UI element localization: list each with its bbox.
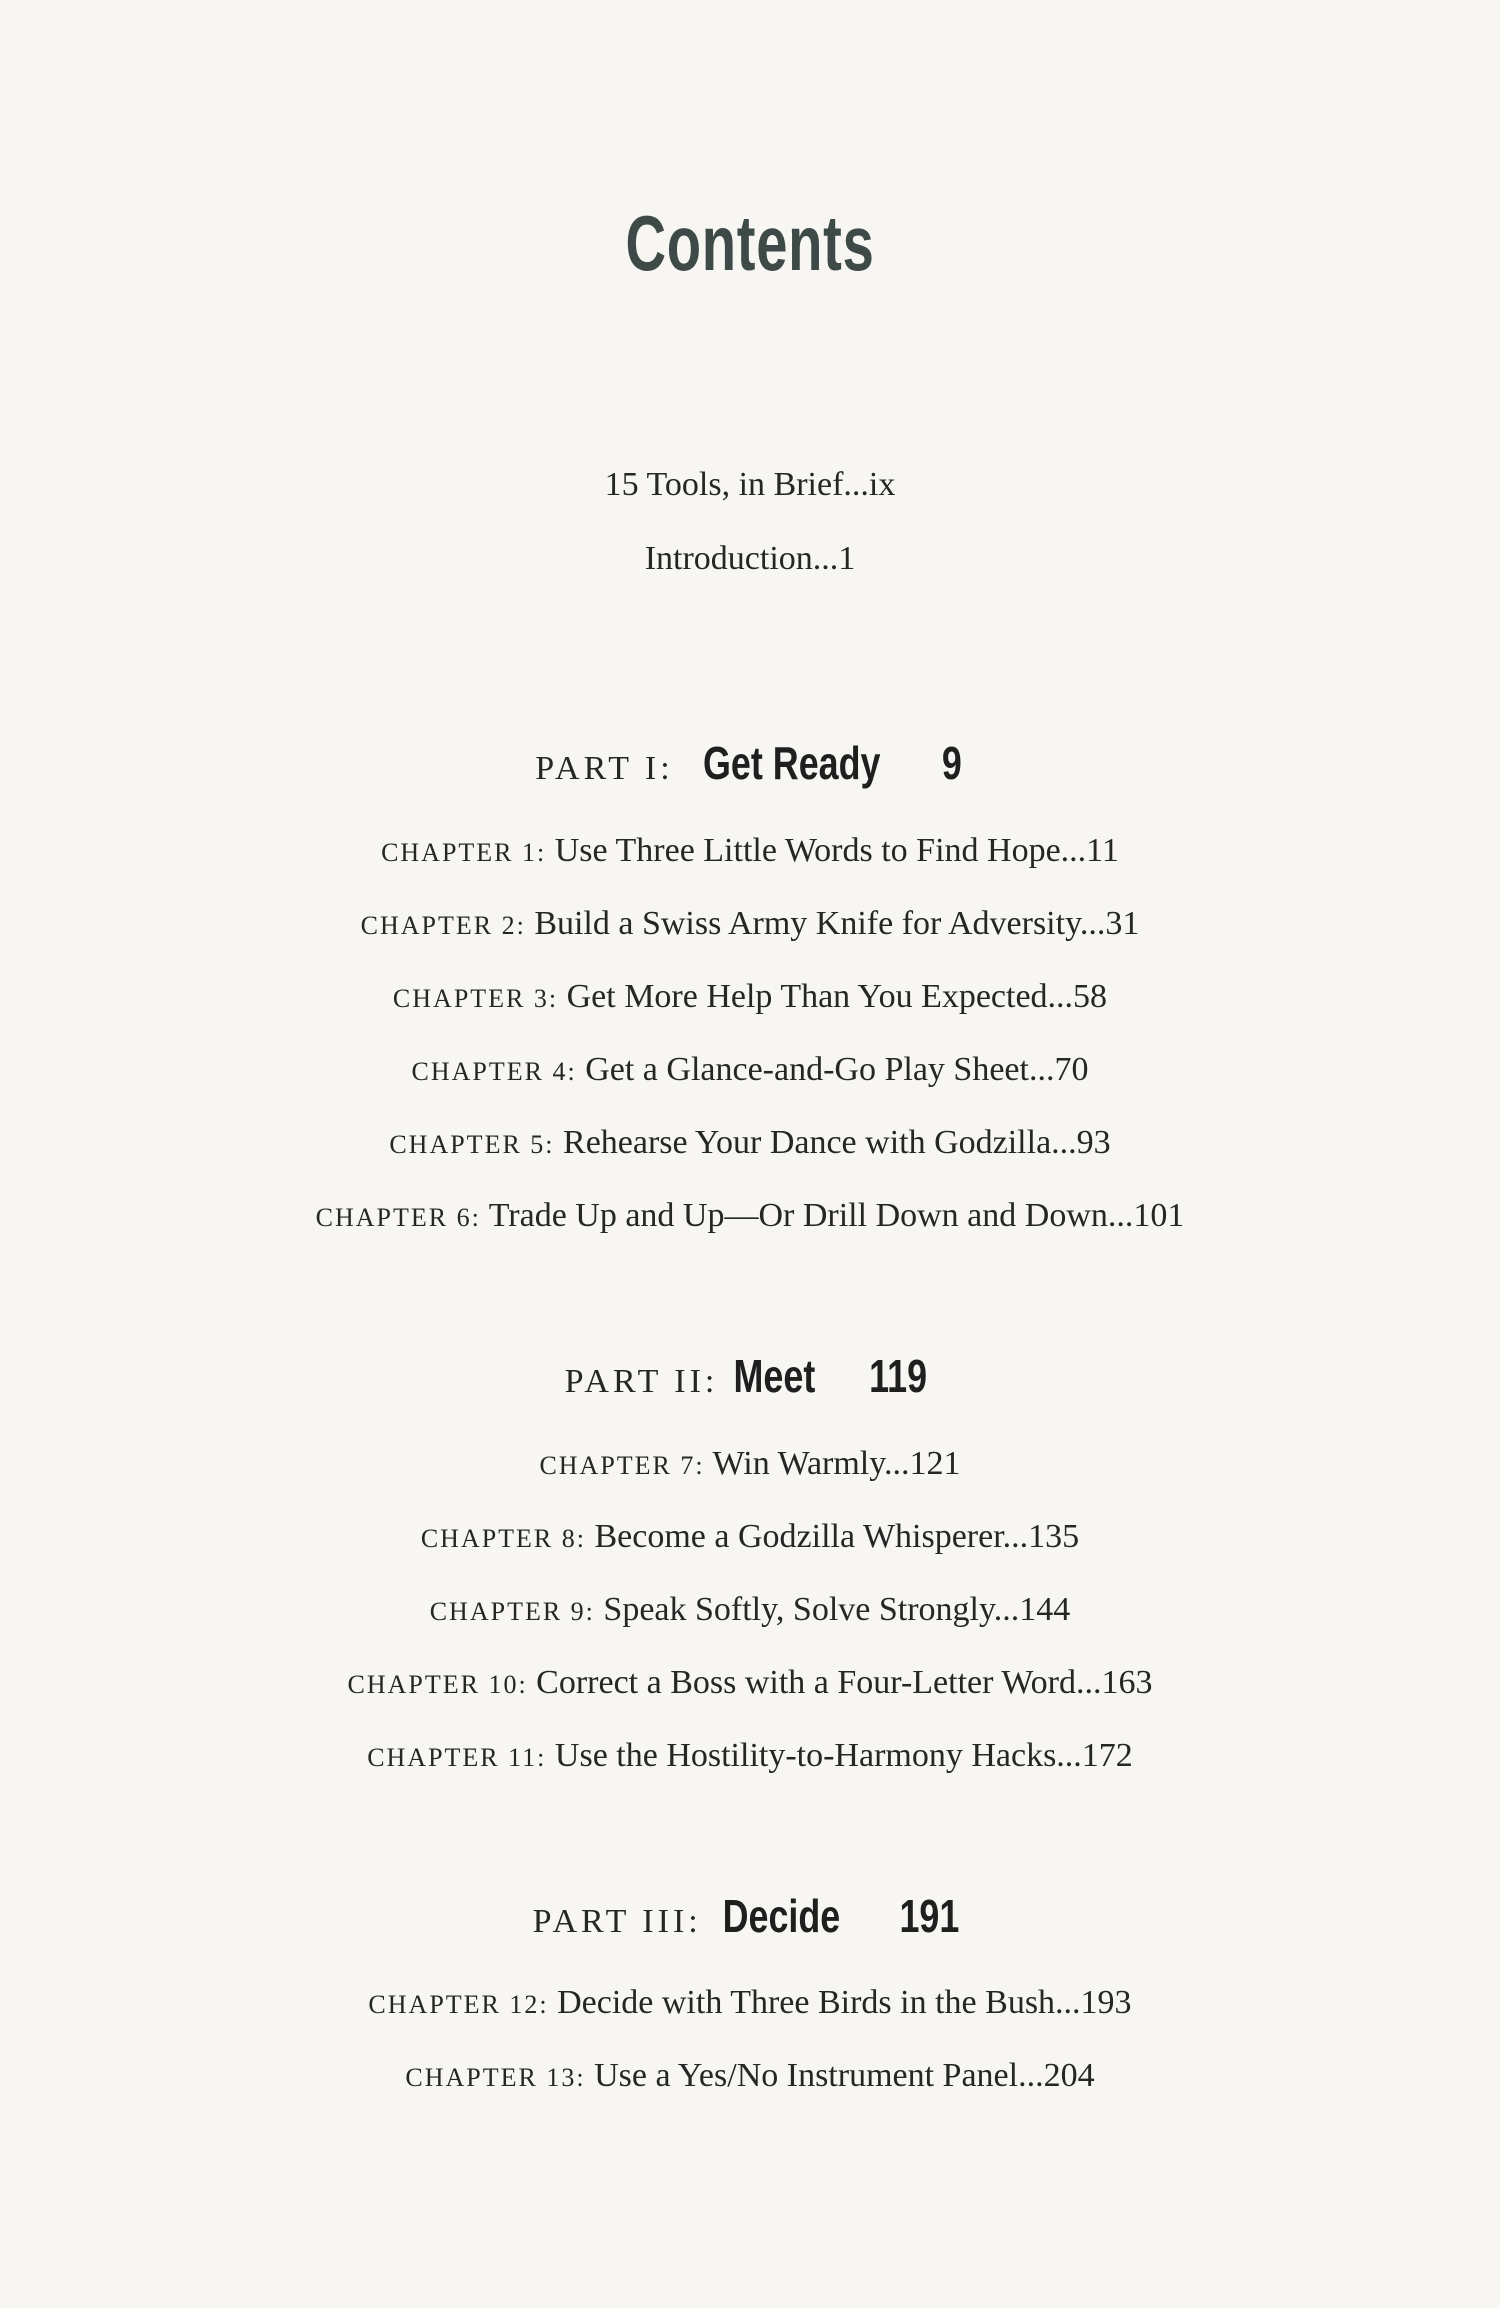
toc-entry-chapter-3[interactable] [0, 978, 1500, 1016]
toc-entry-chapter-6[interactable] [0, 1197, 1500, 1235]
part-heading-3[interactable] [0, 1889, 1500, 1943]
toc-entry-tools[interactable]: 15 Tools, in Brief...ix [604, 466, 896, 503]
part-heading-2[interactable] [0, 1349, 1500, 1403]
chapter-title: Get More Help Than You Expected...58 [566, 978, 1108, 1015]
toc-entry-chapter-5[interactable] [0, 1124, 1500, 1162]
page-title: Contents [625, 199, 875, 287]
chapter-label: CHAPTER 6: [315, 1203, 481, 1232]
chapter-label: CHAPTER 3: [392, 984, 559, 1013]
chapter-title: Speak Softly, Solve Strongly...144 [603, 1591, 1071, 1628]
toc-entry-chapter-7[interactable] [0, 1445, 1500, 1483]
chapter-title: Win Warmly...121 [712, 1445, 961, 1482]
chapter-title: Correct a Boss with a Four-Letter Word...163 [536, 1664, 1153, 1701]
toc-entry-chapter-10[interactable] [0, 1664, 1500, 1702]
chapter-label: CHAPTER 1: [381, 838, 547, 867]
chapter-label: CHAPTER 5: [389, 1130, 555, 1159]
toc-entry-chapter-9[interactable] [0, 1591, 1500, 1629]
chapter-title: Get a Glance-and-Go Play Sheet...70 [585, 1051, 1089, 1088]
toc-entry-chapter-4[interactable] [0, 1051, 1500, 1089]
toc-entry-chapter-8[interactable] [0, 1518, 1500, 1556]
part-page-number: 9 [941, 737, 962, 789]
chapter-label: CHAPTER 8: [420, 1524, 586, 1553]
toc-entry-introduction[interactable]: Introduction...1 [644, 540, 856, 577]
toc-entry-chapter-12[interactable] [0, 1984, 1500, 2022]
chapter-title: Trade Up and Up—Or Drill Down and Down...101 [488, 1197, 1185, 1234]
chapter-title: Decide with Three Birds in the Bush...193 [557, 1984, 1132, 2021]
chapter-label: CHAPTER 4: [411, 1057, 577, 1086]
chapter-label: CHAPTER 11: [367, 1743, 547, 1772]
part-page-number: 119 [869, 1350, 928, 1402]
chapter-label: CHAPTER 2: [360, 911, 526, 940]
chapter-title: Use a Yes/No Instrument Panel...204 [594, 2057, 1095, 2094]
chapter-title: Use Three Little Words to Find Hope...11 [554, 832, 1119, 869]
chapter-label: CHAPTER 13: [405, 2063, 586, 2092]
chapter-label: CHAPTER 7: [539, 1451, 705, 1480]
chapter-label: CHAPTER 9: [429, 1597, 595, 1626]
part-name: Meet [733, 1350, 816, 1402]
part-label: PART III: [532, 1903, 702, 1940]
toc-entry-chapter-2[interactable] [0, 905, 1500, 943]
chapter-title: Use the Hostility-to-Harmony Hacks...172 [554, 1737, 1133, 1774]
toc-entry-chapter-1[interactable] [0, 832, 1500, 870]
part-page-number: 191 [899, 1890, 959, 1942]
part-name: Get Ready [702, 737, 881, 789]
toc-entry-chapter-13[interactable] [0, 2057, 1500, 2095]
chapter-title: Rehearse Your Dance with Godzilla...93 [563, 1124, 1111, 1161]
part-heading-1[interactable] [0, 736, 1500, 790]
part-label: PART I: [535, 750, 674, 787]
toc-entry-chapter-11[interactable] [0, 1737, 1500, 1775]
chapter-label: CHAPTER 12: [368, 1990, 549, 2019]
chapter-label: CHAPTER 10: [347, 1670, 528, 1699]
part-name: Decide [722, 1890, 840, 1942]
chapter-title: Build a Swiss Army Knife for Adversity...31 [534, 905, 1140, 942]
chapter-title: Become a Godzilla Whisperer...135 [594, 1518, 1080, 1555]
part-label: PART II: [564, 1363, 719, 1400]
